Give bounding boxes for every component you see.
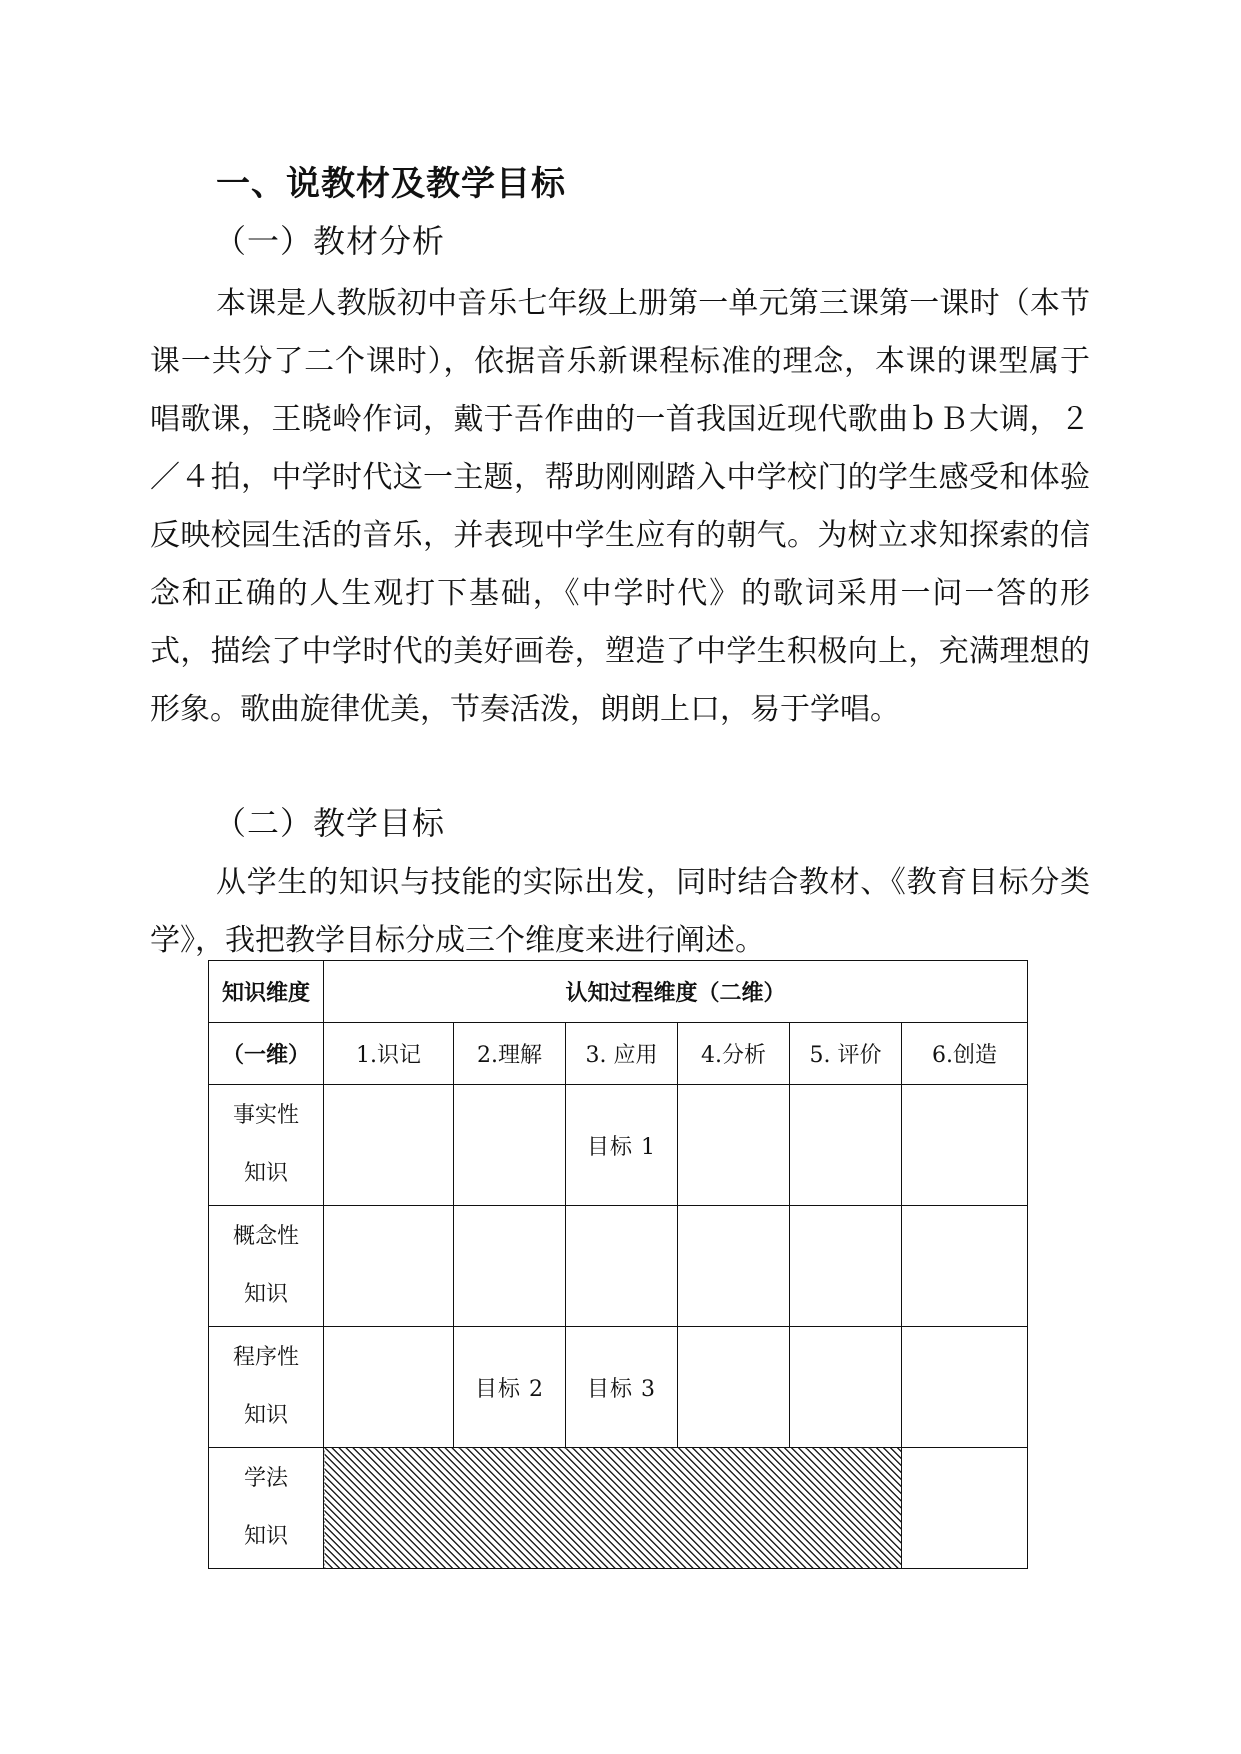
textbook-analysis-paragraph [150, 275, 1090, 739]
row-header-line: 知识 [243, 1161, 288, 1186]
row-header-procedural [209, 1327, 324, 1448]
text-line: 的课型属于唱歌课，王晓岭作词，戴于吾作曲的一首我国近现代歌 [150, 344, 1091, 437]
table-cell [454, 1206, 566, 1327]
table-cell [454, 1085, 566, 1206]
text-line: 代》的歌词采用一问一答的形式，描绘了中学时代的美好画卷，塑 [150, 576, 1091, 669]
table-row-learning-methods [209, 1448, 1028, 1569]
cognitive-dimension-header: 认知过程维度（二维） [324, 961, 1028, 1023]
row-header-factual [209, 1085, 324, 1206]
text-line: 造了中学生积极向上，充满理想的形象。歌曲旋律优美，节奏活泼， [150, 634, 1091, 727]
column-header-apply: 3. 应用 [566, 1023, 678, 1085]
table-cell [324, 1327, 454, 1448]
row-header-line: 概念性 [232, 1224, 299, 1249]
table-cell: 目标 2 [454, 1327, 566, 1448]
column-header-create: 6.创造 [902, 1023, 1028, 1085]
text-line: 朝气。为树立求知探索的信念和正确的人生观打下基础，《中学时 [150, 518, 1091, 611]
table-cell [790, 1085, 902, 1206]
row-header-line: 知识 [243, 1403, 288, 1428]
table-cell [566, 1206, 678, 1327]
text-line: 朗朗上口，易于学唱。 [600, 692, 900, 727]
table-cell [324, 1085, 454, 1206]
row-header-line: 知识 [243, 1282, 288, 1307]
table-cell [678, 1327, 790, 1448]
teaching-goals-paragraph [150, 854, 1090, 970]
table-cell [902, 1448, 1028, 1569]
table-cell [902, 1206, 1028, 1327]
row-header-line: 知识 [243, 1524, 288, 1549]
text-line: 从学生的知识与技能的实际出发，同时结合教材、《教育目标 [216, 865, 1030, 900]
row-header-conceptual [209, 1206, 324, 1327]
table-cell [790, 1206, 902, 1327]
text-line: 门的学生感受和体验反映校园生活的音乐，并表现中学生应有的 [150, 460, 1091, 553]
column-header-analyze: 4.分析 [678, 1023, 790, 1085]
text-line: （本节课一共分了二个课时），依据音乐新课程标准的理念，本课 [150, 286, 1091, 379]
table-cell [790, 1327, 902, 1448]
knowledge-dimension-header: 知识维度 [209, 961, 324, 1023]
section-title-teaching-goals: （二）教学目标 [214, 804, 446, 842]
table-row-factual [209, 1085, 1028, 1206]
section-title-textbook-analysis: （一）教材分析 [214, 222, 446, 260]
row-header-learning-methods [209, 1448, 324, 1569]
table-cell [678, 1085, 790, 1206]
table-cell [902, 1327, 1028, 1448]
table-cell: 目标 1 [566, 1085, 678, 1206]
row-header-line: 程序性 [232, 1345, 299, 1370]
table-row-procedural [209, 1327, 1028, 1448]
text-line: 本课是人教版初中音乐七年级上册第一单元第三课第一课时 [216, 286, 1000, 321]
table-cell [324, 1206, 454, 1327]
row-header-line: 学法 [243, 1466, 288, 1491]
text-line: 分类学》，我把教学目标分成三个维度来进行阐述。 [150, 865, 1091, 958]
column-header-evaluate: 5. 评价 [790, 1023, 902, 1085]
page-heading: 一、说教材及教学目标 [216, 164, 566, 204]
hatched-area [324, 1448, 902, 1569]
table-cell: 目标 3 [566, 1327, 678, 1448]
knowledge-dimension-subheader: （一维） [209, 1023, 324, 1085]
column-header-remember: 1.识记 [324, 1023, 454, 1085]
table-cell [902, 1085, 1028, 1206]
table-row-conceptual [209, 1206, 1028, 1327]
column-header-understand: 2.理解 [454, 1023, 566, 1085]
teaching-goals-table [208, 960, 1028, 1569]
table-cell [678, 1206, 790, 1327]
row-header-line: 事实性 [232, 1103, 299, 1128]
text-line: 曲ｂＢ大调，２／４拍，中学时代这一主题，帮助刚刚踏入中学校 [150, 402, 1090, 495]
